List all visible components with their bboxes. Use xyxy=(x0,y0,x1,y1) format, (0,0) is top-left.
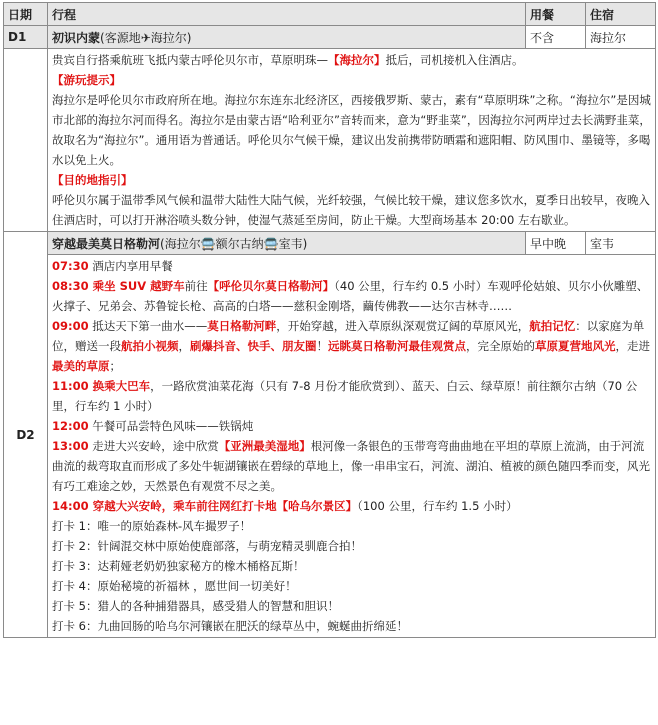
line-0900-f: 航拍小视频 xyxy=(121,339,179,353)
day1-route: (客源地✈海拉尔) xyxy=(100,30,192,45)
line-0900-l: 草原夏营地风光 xyxy=(535,339,616,353)
day1-tip-heading: 【游玩提示】 xyxy=(52,73,121,87)
checkin-6: 打卡 6：九曲回肠的哈乌尔河镶嵌在肥沃的绿草丛中，蜿蜒曲折绵延！ xyxy=(52,619,408,633)
place-wetland: 【亚洲最美湿地】 xyxy=(218,439,311,453)
line-0900-m: ，走进 xyxy=(615,339,650,353)
day1-hotel: 海拉尔 xyxy=(586,26,656,49)
time-1100: 11:00 换乘大巴车 xyxy=(52,379,151,393)
line-0900-k: ，完全原始的 xyxy=(466,339,535,353)
header-row xyxy=(4,3,656,26)
checkin-4: 打卡 4：原始秘境的祈福林 ，愿世间一切美好！ xyxy=(52,579,297,593)
checkin-1: 打卡 1：唯一的原始森林-风车撮罗子！ xyxy=(52,519,252,533)
day2-meals: 早中晚 xyxy=(526,232,586,255)
line-0900-b: 莫日格勒河畔 xyxy=(207,319,277,333)
day1-title xyxy=(48,26,526,49)
day2-title-row xyxy=(4,232,656,255)
day1-spacer xyxy=(4,49,48,232)
time-0730: 07:30 xyxy=(52,259,89,273)
place-hawuer: 【哈乌尔景区】 xyxy=(276,499,358,513)
header-meals: 用餐 xyxy=(526,3,586,26)
day1-label: D1 xyxy=(4,26,48,49)
day2-route: (海拉尔🚍额尔古纳🚍室韦) xyxy=(160,236,308,251)
day1-content xyxy=(48,49,656,232)
day2-title-bold: 穿越最美莫日格勒河 xyxy=(52,236,161,251)
line-0830-c: （40 公里，行车约 0.5 小时）车观呼伦姑娘、贝尔小伙雕塑、火撑子、兄弟会、苏鲁锭长枪、高高的白塔——慈积金刚塔，繭传佛教——达尔吉林寺…… xyxy=(52,279,649,313)
line-0830-a: 前往 xyxy=(184,279,208,293)
time-0830: 08:30 乘坐 SUV 越野车 xyxy=(52,279,185,293)
line-0900-c: ，开始穿越，进入草原纵深观赏辽阔的草原风光， xyxy=(276,319,530,333)
time-0900: 09:00 xyxy=(52,319,89,333)
time-1200: 12:00 xyxy=(52,419,89,433)
line-1300-c: 根河像一条银色的玉带弯弯曲曲地在平坦的草原上流淌，由于河流曲流的裁弯取直而形成了多处牛轭湖镶嵌在碧绿的草地上，像一串串宝石，河流、湖泊、植被的颜色随四季而变，风光有巧工难途之妙，天然景色有观赏不尽之美。 xyxy=(52,439,650,493)
line-1400-c: （100 公里，行车约 1.5 小时） xyxy=(357,499,518,513)
day1-title-bold: 初识内蒙 xyxy=(52,30,101,45)
header-date: 日期 xyxy=(4,3,48,26)
checkin-5: 打卡 5：猎人的各种捕猎器具，感受猎人的智慧和胆识！ xyxy=(52,599,339,613)
day1-meals: 不含 xyxy=(526,26,586,49)
day1-p1a: 贵宾自行搭乘航班飞抵内蒙古呼伦贝尔市，草原明珠— xyxy=(52,53,328,67)
line-0900-a: 抵达天下第一曲水—— xyxy=(88,319,208,333)
day1-tip-text: 海拉尔是呼伦贝尔市政府所在地。海拉尔东连东北经济区，西接俄罗斯、蒙古，素有“草原明珠”之称。“海拉尔”是因城市北部的海拉尔河而得名。海拉尔是由蒙古语“哈利亚尔”音转而来，意为“野韭菜”，因海拉尔河两岸过去长满野韭菜，故取名为“海拉尔”。通用语为普通话。呼伦贝尔气候干燥，建议出发前携带防晒霜和遮阳帽、防风围巾、墨镜等，多喝水以免上火。 xyxy=(52,93,651,167)
itinerary-table xyxy=(3,2,656,638)
line-0900-i: ！ xyxy=(316,339,328,353)
day2-label: D2 xyxy=(4,232,48,638)
checkin-2: 打卡 2：针阔混交林中原始使鹿部落，与萌宠精灵驯鹿合拍！ xyxy=(52,539,362,553)
day1-p1c: 抵后，司机接机入住酒店。 xyxy=(385,53,524,67)
header-hotel: 住宿 xyxy=(586,3,656,26)
day1-guide-text: 呼伦贝尔属于温带季风气候和温带大陆性大陆气候，光纤较强，气候比较干燥，建议您多饮水，夏季日出较早，夜晚入住酒店时，可以打开淋浴喷头数分钟，使湿气蒸延至房间，防止干燥。大型商场基本 20:00 左右歇业。 xyxy=(52,193,650,227)
line-1300-a: 走进大兴安岭，途中欣赏 xyxy=(88,439,219,453)
line-breakfast: 酒店内享用早餐 xyxy=(88,259,173,273)
day1-title-row xyxy=(4,26,656,49)
line-0900-d: 航拍记忆 xyxy=(529,319,576,333)
day1-guide-heading: 【目的地指引】 xyxy=(52,173,133,187)
day2-content xyxy=(48,255,656,638)
day2-hotel: 室韦 xyxy=(586,232,656,255)
line-1100: ，一路欣赏油菜花海（只有 7-8 月份才能欣赏到）、蓝天、白云、绿草原！前往额尔古纳（70 公里，行车约 1 小时） xyxy=(52,379,638,413)
line-0900-e: ：以家庭为单位，赠送一段 xyxy=(52,319,645,353)
line-0900-j: 远眺莫日格勒河最佳观赏点 xyxy=(328,339,466,353)
checkin-3: 打卡 3：达莉娅老奶奶独家秘方的橡木桶格瓦斯！ xyxy=(52,559,305,573)
time-1400: 14:00 穿越大兴安岭，乘车前往网红打卡地 xyxy=(52,499,277,513)
day1-body-row xyxy=(4,49,656,232)
time-1300: 13:00 xyxy=(52,439,89,453)
day1-hailaer: 【海拉尔】 xyxy=(328,53,386,67)
place-morigele: 【呼伦贝尔莫日格勒河】 xyxy=(207,279,335,293)
line-0900-n: 最美的草原 xyxy=(52,359,110,373)
day2-body-row xyxy=(4,255,656,638)
line-0900-h: 刷爆抖音、快手、朋友圈 xyxy=(190,339,317,353)
header-itinerary: 行程 xyxy=(48,3,526,26)
day2-title xyxy=(48,232,526,255)
line-0900-g: ， xyxy=(178,339,190,353)
line-1200: 午餐可品尝特色风味——铁锅炖 xyxy=(88,419,254,433)
line-0900-o: ； xyxy=(109,359,121,373)
